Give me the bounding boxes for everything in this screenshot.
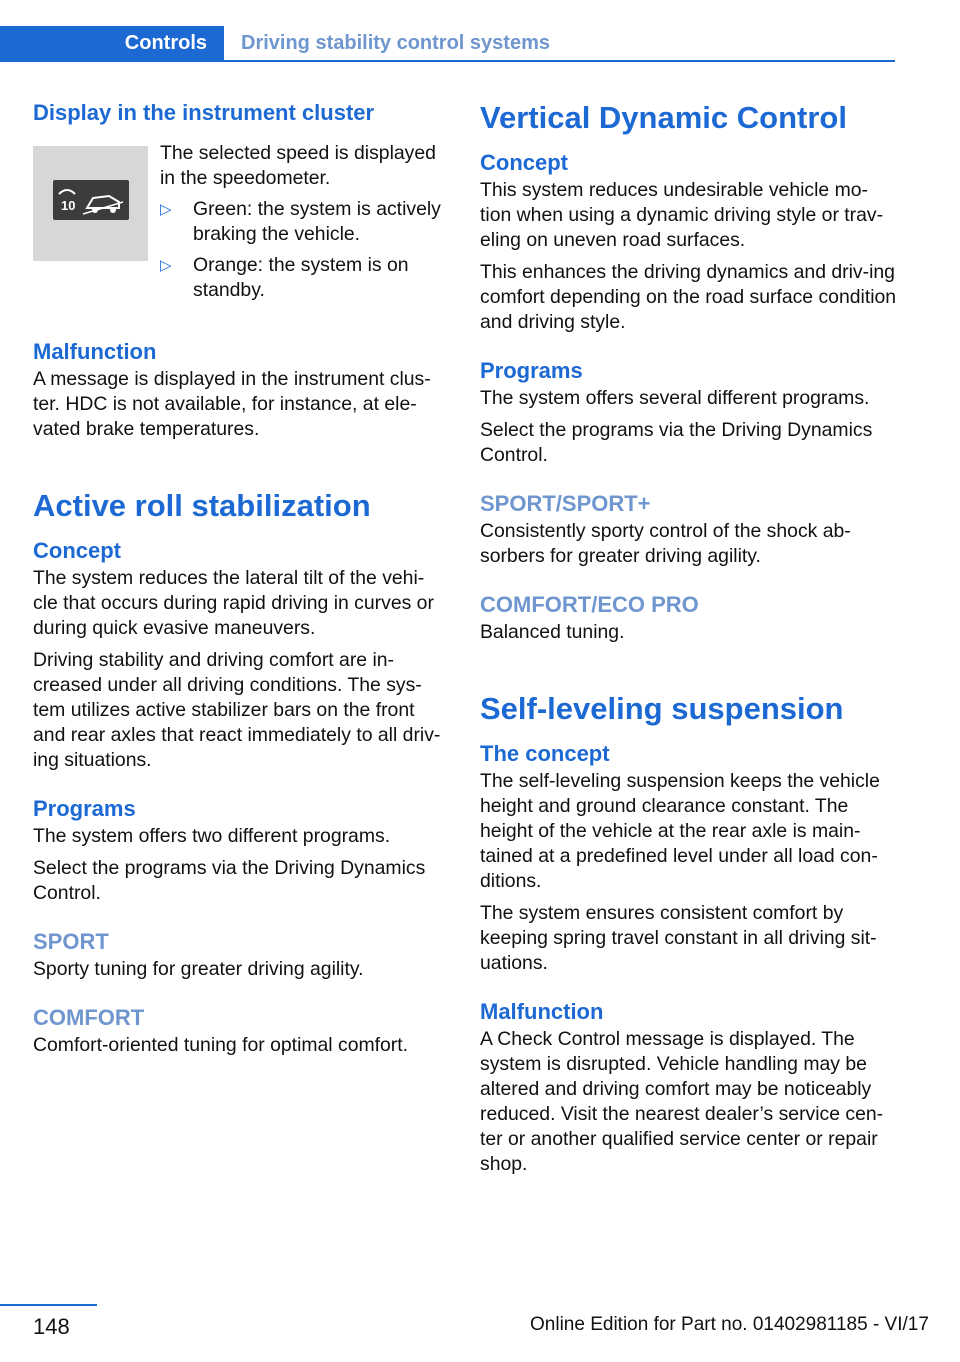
- bullet-text: Green: the system is actively braking the vehicle.: [193, 198, 441, 245]
- list-item: [160, 253, 452, 303]
- slc-paragraph: The system ensures consistent comfort by keeping spring travel constant in all driving sit-uations.: [480, 902, 877, 974]
- malfunction-heading: Malfunction: [33, 339, 157, 364]
- comfort-heading: COMFORT: [33, 1005, 145, 1030]
- programs-paragraph: Select the programs via the Driving Dynamics Control.: [33, 857, 426, 904]
- comfort-heading: COMFORT/ECO PRO: [480, 592, 699, 617]
- malfunction-heading: Malfunction: [480, 999, 604, 1024]
- sport-text: Sporty tuning for greater driving agility.: [33, 958, 364, 980]
- sport-heading: SPORT: [33, 929, 109, 954]
- right-column: [480, 98, 898, 1184]
- concept-paragraph: This system reduces undesirable vehicle mo-tion when using a dynamic driving style or trav-eling on uneven road surfaces.: [480, 179, 884, 251]
- cluster-heading: Display in the instrument cluster: [33, 100, 375, 125]
- malfunction-text: A Check Control message is displayed. The system is disrupted. Vehicle handling may be altered and driving comfort may be noticeably reduced. Visit the nearest dealer’s service cen-ter or another qualified service center or repair shop.: [480, 1028, 884, 1175]
- hdc-indicator-icon: [53, 180, 129, 220]
- chapter-label: Controls: [124, 31, 207, 54]
- programs-heading: Programs: [33, 796, 136, 821]
- concept-paragraph: Driving stability and driving comfort are in-creased under all driving conditions. The sys-tem utilizes active stabilizer bars on the front and rear axles that react immediately to all driv-ing situations.: [33, 649, 441, 771]
- triangle-bullet-icon: ▷: [160, 257, 172, 274]
- concept-paragraph: This enhances the driving dynamics and driv-ing comfort depending on the road surface condition and driving style.: [480, 261, 897, 333]
- footer-rule: [0, 1304, 97, 1306]
- cluster-display-block: [33, 98, 448, 313]
- concept-heading: Concept: [33, 538, 121, 563]
- cluster-text: The selected speed is displayed in the speedometer.: [160, 142, 436, 189]
- section-tab[interactable]: Driving stability control systems: [241, 32, 550, 54]
- programs-heading: Programs: [480, 358, 583, 383]
- sport-text: Consistently sporty control of the shock ab-sorbers for greater driving agility.: [480, 520, 851, 567]
- header-rule: [0, 60, 895, 62]
- concept-paragraph: The system reduces the lateral tilt of the vehi-cle that occurs during rapid driving in curves or during quick evasive maneuvers.: [33, 567, 434, 639]
- svg-text:10: 10: [61, 198, 76, 213]
- comfort-text: Comfort-oriented tuning for optimal comfort.: [33, 1034, 409, 1056]
- vdc-title: Vertical Dynamic Control: [480, 100, 847, 135]
- programs-paragraph: Select the programs via the Driving Dynamics Control.: [480, 419, 873, 466]
- page-number: 148: [33, 1314, 70, 1339]
- left-column: [33, 98, 448, 1065]
- programs-paragraph: The system offers two different programs.: [33, 825, 391, 847]
- comfort-text: Balanced tuning.: [480, 621, 625, 643]
- slc-paragraph: The self-leveling suspension keeps the vehicle height and ground clearance constant. The height of the vehicle at the rear axle is main-tained at a predefined level under all load con-ditions.: [480, 770, 880, 892]
- chapter-tab[interactable]: [0, 26, 224, 60]
- slc-concept-heading: The concept: [480, 741, 610, 766]
- list-item: [160, 197, 452, 247]
- edition-note: Online Edition for Part no. 01402981185 - VI/17: [530, 1314, 929, 1335]
- bullet-text: Orange: the system is on standby.: [193, 254, 409, 301]
- instrument-cluster-image: [33, 146, 148, 261]
- cluster-description: [160, 141, 452, 303]
- page-header: [0, 26, 895, 62]
- malfunction-text: A message is displayed in the instrument clus-ter. HDC is not available, for instance, at ele-vated brake temperatures.: [33, 368, 431, 440]
- self-leveling-title: Self-leveling suspension: [480, 691, 844, 726]
- active-roll-title: Active roll stabilization: [33, 488, 371, 523]
- programs-paragraph: The system offers several different programs.: [480, 387, 870, 409]
- concept-heading: Concept: [480, 150, 568, 175]
- sport-heading: SPORT/SPORT+: [480, 491, 651, 516]
- triangle-bullet-icon: ▷: [160, 201, 172, 218]
